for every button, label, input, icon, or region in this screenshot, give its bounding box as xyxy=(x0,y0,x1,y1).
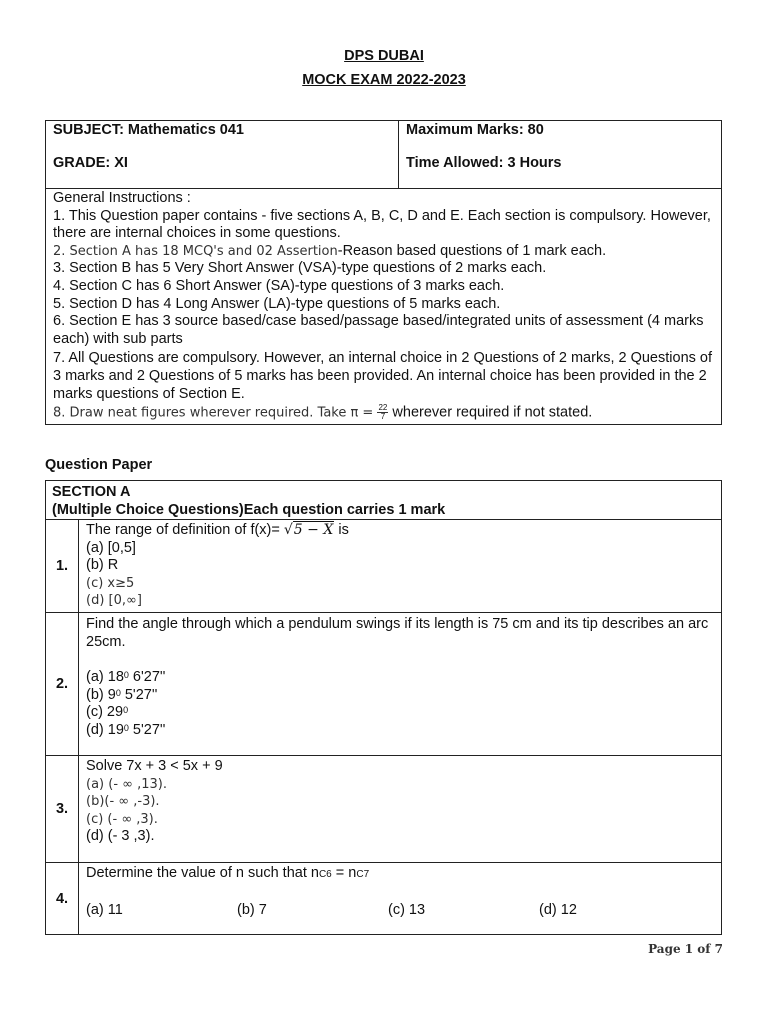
section-a-table xyxy=(45,480,722,935)
question-number: 4. xyxy=(46,863,79,935)
max-marks-label: Maximum Marks: 80 xyxy=(406,122,544,138)
question-stem: Solve 7x + 3 < 5x + 9 xyxy=(86,758,223,774)
option-a: (a) $18^0$ 6'27'' xyxy=(86,669,166,685)
question-number: 2. xyxy=(46,613,79,756)
question-number: 3. xyxy=(46,756,79,863)
question-2 xyxy=(79,613,722,756)
option-c: (c) x≥5 xyxy=(86,575,135,591)
exam-info-box xyxy=(45,120,722,425)
question-number: 1. xyxy=(46,520,79,613)
exam-title: MOCK EXAM 2022-2023 xyxy=(302,72,466,88)
school-name: DPS DUBAI xyxy=(344,48,424,64)
option-a: (a) [0,5] xyxy=(86,539,136,556)
instruction-6: 6. Section E has 3 source based/case based/passage based/integrated units of assessment (4 marks each) with sub parts xyxy=(53,313,704,347)
subject-label: SUBJECT: Mathematics 041 xyxy=(53,122,244,138)
grade-label: GRADE: XI xyxy=(53,155,128,171)
section-a-header xyxy=(46,481,722,520)
pi-fraction: $\frac{22}{7}$ xyxy=(378,403,388,422)
sqrt-expression: √5 − X xyxy=(283,522,334,538)
option-b: (b) R xyxy=(86,557,119,573)
option-b: (b)(- ∞ ,-3). xyxy=(86,794,160,809)
general-instructions xyxy=(46,189,721,424)
option-b: (b) 7 xyxy=(237,901,267,918)
instruction-5: 5. Section D has 4 Long Answer (LA)-type questions of 5 marks each. xyxy=(53,295,501,312)
option-d: (d) [0,∞] xyxy=(86,593,142,608)
option-d: (d) $19^0$ 5'27'' xyxy=(86,721,166,738)
instruction-2: 2. Section A has 18 MCQ's and 02 Assertion-Reason based questions of 1 mark each. xyxy=(53,242,607,259)
option-d: (d) 12 xyxy=(539,901,577,918)
instruction-1: 1. This Question paper contains - five sections A, B, C, D and E. Each section is compulsory. However, there are internal choices in some questions. xyxy=(53,207,711,242)
option-c: (c) $29^0$ xyxy=(86,704,129,720)
question-4 xyxy=(79,863,722,935)
section-subtitle: (Multiple Choice Questions)Each question carries 1 mark xyxy=(52,502,446,518)
instructions-title: General Instructions : xyxy=(53,190,191,206)
option-a: (a) (- ∞ ,13). xyxy=(86,776,167,792)
option-a: (a) 11 xyxy=(86,901,123,918)
question-stem: The range of definition of f(x)= √5 − X is xyxy=(86,522,349,538)
time-allowed-label: Time Allowed: 3 Hours xyxy=(406,155,562,171)
question-stem: Find the angle through which a pendulum swings if its length is 75 cm and its tip describes an arc 25cm. xyxy=(86,616,709,650)
section-title: SECTION A xyxy=(52,484,131,500)
question-paper-label: Question Paper xyxy=(45,457,153,473)
option-c: (c) 13 xyxy=(388,901,426,918)
question-1 xyxy=(79,520,722,613)
option-c: (c) (- ∞ ,3). xyxy=(86,811,158,827)
option-d: (d) (- 3 ,3). xyxy=(86,828,155,844)
instruction-7: 7. All Questions are compulsory. However, an internal choice in 2 Questions of 2 marks, 2 Questions of 3 marks and 2 Questions of 5 marks has been provided. An internal choice has been provided in the 2 marks questions of Section E. xyxy=(53,350,712,402)
question-stem: Determine the value of n such that nC6 = nC7 xyxy=(86,865,370,881)
instruction-8: 8. Draw neat figures wherever required. Take π = $\frac{22}{7}$ wherever required if not stated. xyxy=(53,403,593,422)
option-b: (b) $9^0$ 5'27'' xyxy=(86,686,158,703)
page-number: Page 1 of 7 xyxy=(648,942,723,956)
question-3 xyxy=(79,756,722,863)
instruction-3: 3. Section B has 5 Very Short Answer (VSA)-type questions of 2 marks each. xyxy=(53,260,547,277)
instruction-4: 4. Section C has 6 Short Answer (SA)-type questions of 3 marks each. xyxy=(53,277,505,294)
